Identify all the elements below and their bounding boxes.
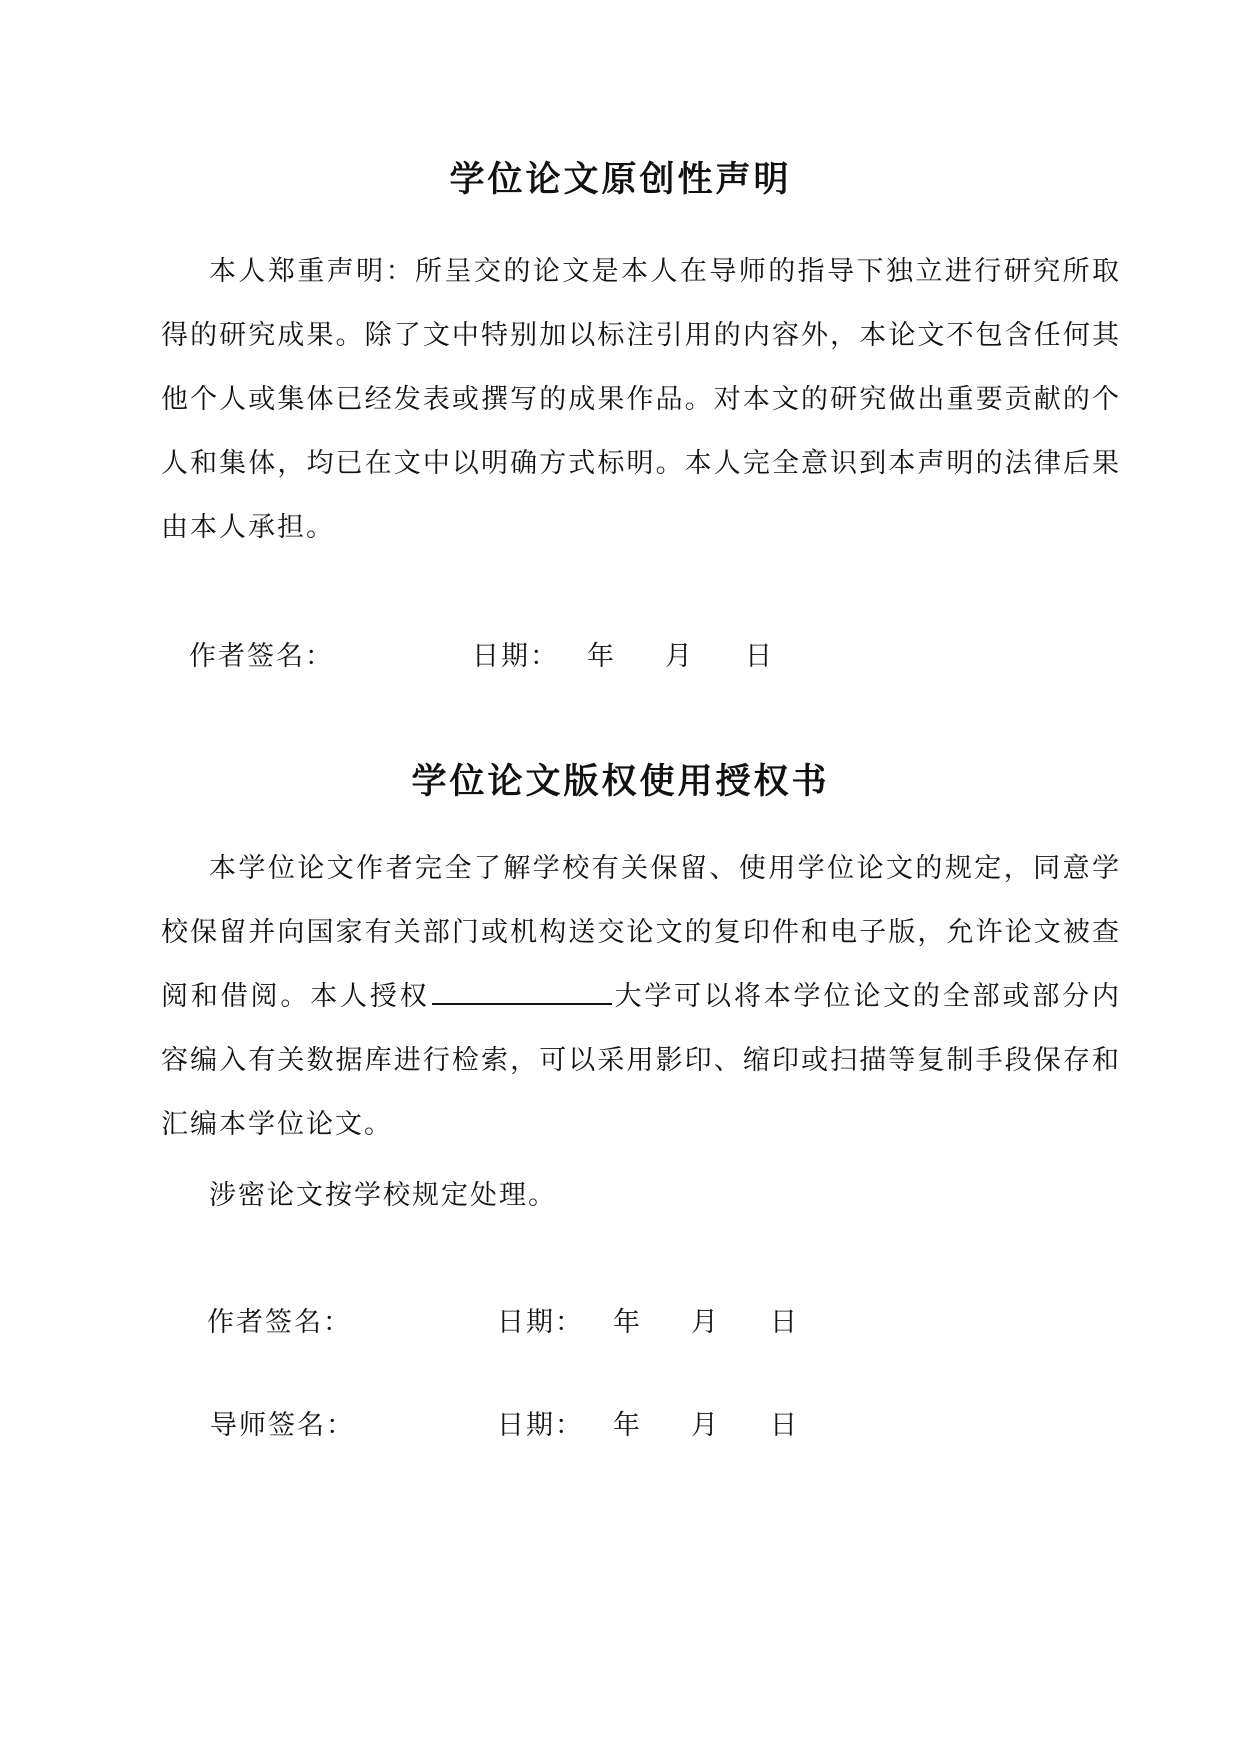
date-label: 日期： (472, 641, 559, 672)
year-label: 年 (613, 1410, 642, 1441)
university-name-blank (432, 973, 612, 1005)
month-label: 月 (691, 1307, 720, 1338)
originality-title: 学位论文原创性声明 (449, 160, 792, 200)
originality-signature-row (0, 637, 1241, 677)
authorization-statement (161, 837, 1121, 1157)
confidential-thesis-note: 涉密论文按学校规定处理。 (209, 1180, 557, 1211)
date-label: 日期： (497, 1410, 584, 1441)
day-label: 日 (745, 641, 774, 672)
month-label: 月 (691, 1410, 720, 1441)
authorization-text-after-blank: 大学可以将本学位论文的全部或部分内容编入有关数据库进行检索，可以采用影印、缩印或扫描等复制手段保存和汇编本学位论文。 (161, 981, 1122, 1140)
day-label: 日 (770, 1307, 799, 1338)
authorization-title: 学位论文版权使用授权书 (411, 762, 830, 802)
originality-statement: 本人郑重声明：所呈交的论文是本人在导师的指导下独立进行研究所取得的研究成果。除了文中特别加以标注引用的内容外，本论文不包含任何其他个人或集体已经发表或撰写的成果作品。对本文的研究做出重要贡献的个人和集体，均已在文中以明确方式标明。本人完全意识到本声明的法律后果由本人承担。 (161, 256, 1121, 543)
authorization-author-signature-row (0, 1303, 1241, 1343)
advisor-signature-label: 导师签名： (210, 1410, 355, 1441)
authorization-advisor-signature-row (0, 1406, 1241, 1446)
author-signature-label: 作者签名： (207, 1307, 352, 1338)
year-label: 年 (613, 1307, 642, 1338)
year-label: 年 (587, 641, 616, 672)
author-signature-label: 作者签名： (189, 641, 334, 672)
month-label: 月 (665, 641, 694, 672)
authorization-text-before-blank: 本学位论文作者完全了解学校有关保留、使用学位论文的规定，同意学校保留并向国家有关部门或机构送交论文的复印件和电子版，允许论文被查阅和借阅。本人授权 (161, 853, 1121, 1012)
date-label: 日期： (497, 1307, 584, 1338)
day-label: 日 (770, 1410, 799, 1441)
